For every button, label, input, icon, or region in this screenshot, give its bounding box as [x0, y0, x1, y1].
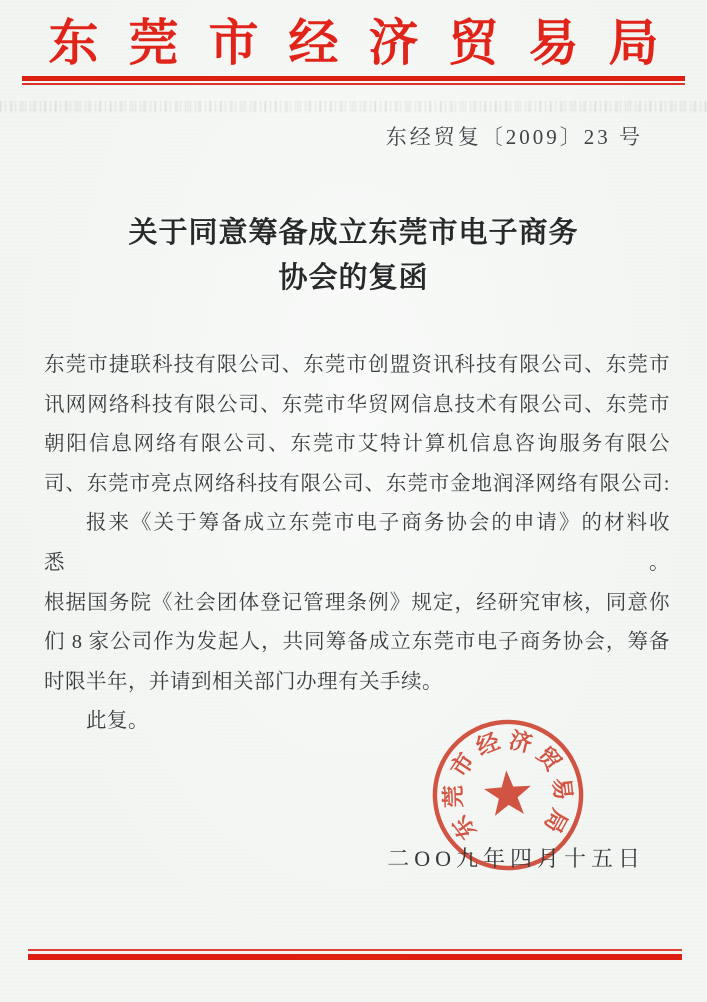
body-line: 报来《关于筹备成立东莞市电子商务协会的申请》的材料收悉。	[44, 512, 670, 574]
body-line: 时限半年，并请到相关部门办理有关手续。	[44, 670, 443, 693]
footer-rule-thin	[28, 949, 682, 951]
body-line: 朝阳信息网络有限公司、东莞市艾特计算机信息咨询服务有限公	[44, 433, 670, 456]
body-line: 根据国务院《社会团体登记管理条例》规定，经研究审核，同意你	[44, 591, 670, 614]
footer-rule	[28, 949, 682, 960]
star-icon	[483, 769, 533, 817]
body-line: 讯网网络科技有限公司、东莞市华贸网信息技术有限公司、东莞市	[44, 393, 670, 416]
bureau-letterhead: 东莞市经济贸易局	[48, 15, 689, 71]
seal-char: 贸	[531, 742, 566, 776]
seal-char: 东	[447, 810, 482, 844]
body-line: 们 8 家公司作为发起人，共同筹备成立东莞市电子商务协会，筹备	[44, 631, 670, 654]
seal-char: 市	[445, 748, 480, 782]
body-line: 东莞市捷联科技有限公司、东莞市创盟资讯科技有限公司、东莞市	[44, 354, 670, 376]
seal-char: 易	[548, 776, 576, 802]
title-line-2: 协会的复函	[278, 262, 429, 294]
document-number: 东经贸复〔2009〕23 号	[385, 125, 643, 149]
letterhead-rule	[22, 76, 685, 85]
body-line: 此复。	[86, 710, 149, 733]
title-line-1: 关于同意筹备成立东莞市电子商务	[128, 217, 579, 249]
scan-noise-band	[0, 101, 707, 112]
letterhead-rule-thick	[22, 76, 685, 81]
seal-char: 局	[539, 805, 573, 837]
footer-rule-thick	[28, 954, 682, 960]
date-line: 二OO九年四月十五日	[387, 846, 645, 871]
body-line: 司、东莞市亮点网络科技有限公司、东莞市金地润泽网络有限公司:	[44, 472, 670, 495]
seal-char: 经	[472, 728, 504, 761]
letter-body	[44, 346, 670, 742]
seal-char: 济	[506, 727, 535, 757]
seal-char: 莞	[440, 784, 467, 809]
letterhead-rule-thin	[22, 83, 685, 85]
document-title	[0, 211, 707, 301]
